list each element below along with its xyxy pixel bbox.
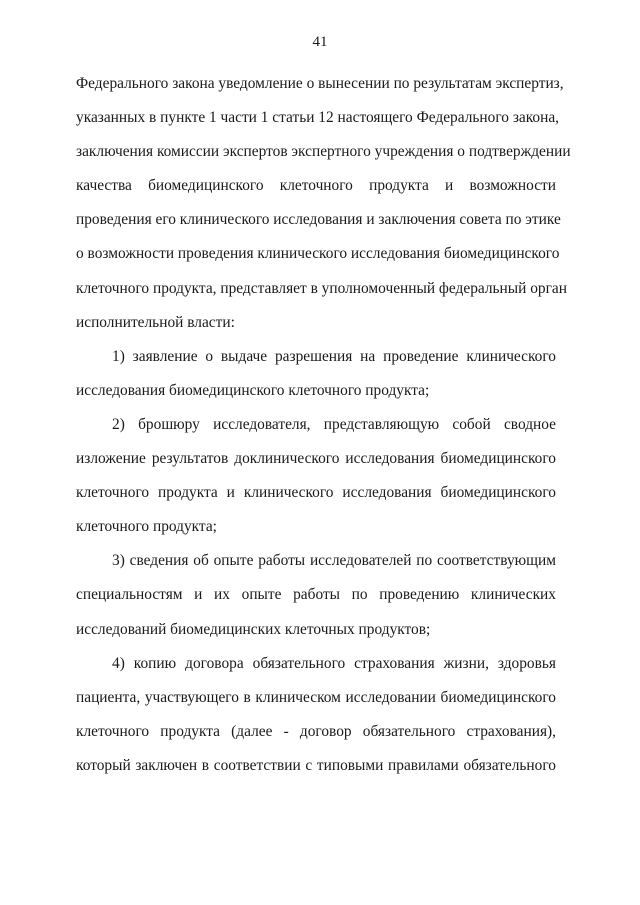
paragraph-item-3 [76, 544, 556, 646]
text-line: 3) сведения об опыте работы исследователей по соответствующим [112, 552, 556, 570]
text-line: клеточного продукта и клинического исследования биомедицинского [76, 484, 556, 502]
text-line: Федерального закона уведомление о вынесении по результатам экспертиз, [76, 75, 564, 92]
text-line: клеточного продукта; [76, 518, 217, 536]
text-line: клеточного продукта, представляет в уполномоченный федеральный орган [76, 279, 567, 297]
text-line: клеточного продукта (далее - договор обязательного страхования), [76, 722, 556, 740]
text-line: пациента, участвующего в клиническом исследовании биомедицинского [76, 688, 556, 706]
paragraph-item-2 [76, 408, 556, 544]
text-line: специальностям и их опыте работы по проведению клинических [76, 586, 556, 604]
text-line: о возможности проведения клинического исследования биомедицинского [76, 245, 560, 263]
document-body [76, 67, 571, 783]
text-line: который заключен в соответствии с типовыми правилами обязательного [76, 756, 556, 774]
paragraph-intro [76, 67, 571, 340]
text-line: указанных в пункте 1 части 1 статьи 12 настоящего Федерального закона, [76, 109, 560, 127]
paragraph-item-1 [76, 340, 556, 408]
text-line: исследования биомедицинского клеточного продукта; [76, 381, 430, 399]
text-line: проведения его клинического исследования и заключения совета по этике [76, 211, 561, 229]
page-number: 41 [312, 34, 328, 50]
paragraph-item-4 [76, 647, 556, 783]
text-line: исполнительной власти: [76, 313, 235, 331]
text-line: заключения комиссии экспертов экспертного учреждения о подтверждении [76, 143, 571, 161]
text-line: исследований биомедицинских клеточных продуктов; [76, 620, 431, 638]
text-line: 1) заявление о выдаче разрешения на проведение клинического [112, 347, 556, 365]
text-line: 4) копию договора обязательного страхования жизни, здоровья [112, 654, 556, 672]
text-line: изложение результатов доклинического исследования биомедицинского [76, 450, 556, 468]
text-line: качества биомедицинского клеточного продукта и возможности [76, 177, 556, 195]
text-line: 2) брошюру исследователя, представляющую собой сводное [112, 415, 556, 433]
